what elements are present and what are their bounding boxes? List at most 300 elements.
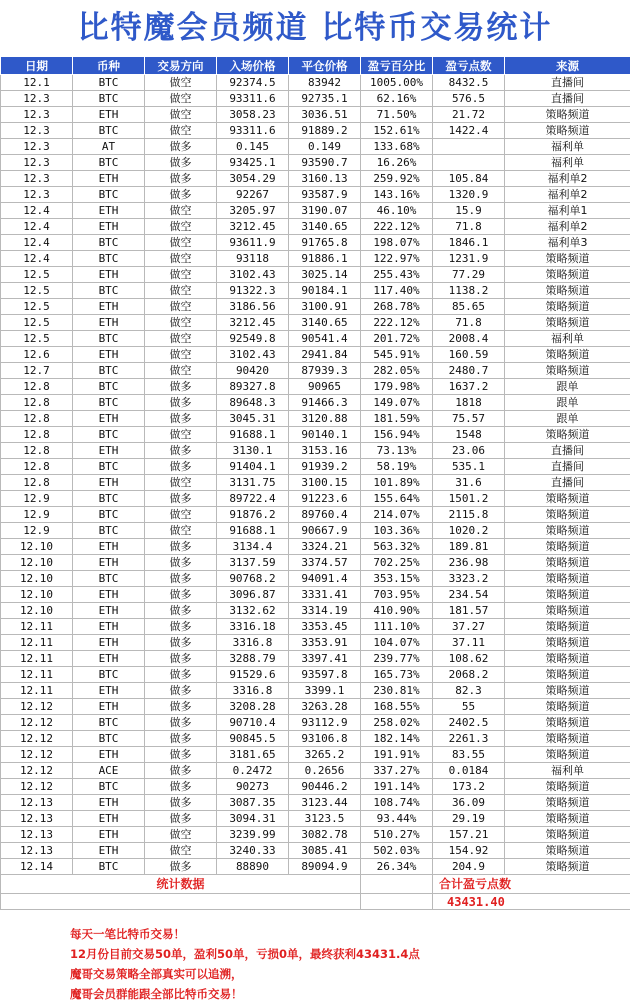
table-row — [1, 827, 630, 843]
cell-pnl-points: 1020.2 — [433, 523, 505, 539]
cell-date: 12.3 — [1, 123, 73, 139]
summary-line: 魔哥交易策略全部真实可以追溯， — [70, 967, 243, 981]
cell-coin: ETH — [73, 699, 145, 715]
total-pnl-label: 合计盈亏点数 — [433, 875, 630, 894]
cell-entry-price: 3058.23 — [217, 107, 289, 123]
cell-direction: 做空 — [145, 107, 217, 123]
cell-coin: BTC — [73, 75, 145, 91]
cell-entry-price: 92549.8 — [217, 331, 289, 347]
cell-direction: 做空 — [145, 427, 217, 443]
cell-entry-price: 3094.31 — [217, 811, 289, 827]
cell-pnl-points: 160.59 — [433, 347, 505, 363]
cell-date: 12.4 — [1, 235, 73, 251]
cell-coin: ETH — [73, 795, 145, 811]
cell-direction: 做多 — [145, 539, 217, 555]
table-row — [1, 347, 630, 363]
cell-entry-price: 3102.43 — [217, 347, 289, 363]
cell-pnl-percent: 46.10% — [361, 203, 433, 219]
cell-pnl-points: 37.27 — [433, 619, 505, 635]
cell-pnl-percent: 191.91% — [361, 747, 433, 763]
cell-date: 12.12 — [1, 763, 73, 779]
cell-direction: 做空 — [145, 315, 217, 331]
cell-coin: ETH — [73, 315, 145, 331]
cell-entry-price: 91529.6 — [217, 667, 289, 683]
cell-date: 12.3 — [1, 91, 73, 107]
cell-coin: ETH — [73, 603, 145, 619]
cell-pnl-percent: 168.55% — [361, 699, 433, 715]
cell-exit-price: 3123.5 — [289, 811, 361, 827]
table-header-row — [1, 57, 630, 75]
table-row — [1, 587, 630, 603]
cell-exit-price: 3025.14 — [289, 267, 361, 283]
stats-row — [1, 875, 630, 894]
cell-coin: BTC — [73, 379, 145, 395]
cell-entry-price: 0.145 — [217, 139, 289, 155]
cell-exit-price: 3140.65 — [289, 219, 361, 235]
cell-date: 12.8 — [1, 395, 73, 411]
cell-date: 12.6 — [1, 347, 73, 363]
cell-coin: BTC — [73, 427, 145, 443]
cell-pnl-points: 1637.2 — [433, 379, 505, 395]
cell-pnl-points: 8432.5 — [433, 75, 505, 91]
cell-direction: 做多 — [145, 187, 217, 203]
cell-direction: 做多 — [145, 571, 217, 587]
cell-pnl-points: 82.3 — [433, 683, 505, 699]
cell-pnl-percent: 703.95% — [361, 587, 433, 603]
cell-pnl-points: 2402.5 — [433, 715, 505, 731]
cell-source: 直播间 — [505, 459, 630, 475]
cell-coin: BTC — [73, 667, 145, 683]
cell-coin: BTC — [73, 187, 145, 203]
cell-exit-price: 3314.19 — [289, 603, 361, 619]
cell-pnl-percent: 165.73% — [361, 667, 433, 683]
cell-pnl-percent: 155.64% — [361, 491, 433, 507]
cell-pnl-points: 236.98 — [433, 555, 505, 571]
table-row — [1, 299, 630, 315]
col-header-date: 日期 — [1, 57, 73, 75]
cell-date: 12.4 — [1, 203, 73, 219]
cell-pnl-percent: 268.78% — [361, 299, 433, 315]
cell-exit-price: 0.149 — [289, 139, 361, 155]
cell-direction: 做多 — [145, 651, 217, 667]
cell-pnl-percent: 104.07% — [361, 635, 433, 651]
cell-pnl-points: 2008.4 — [433, 331, 505, 347]
table-row — [1, 395, 630, 411]
cell-direction: 做多 — [145, 715, 217, 731]
cell-coin: ETH — [73, 171, 145, 187]
cell-pnl-percent: 191.14% — [361, 779, 433, 795]
cell-direction: 做多 — [145, 683, 217, 699]
cell-entry-price: 3316.18 — [217, 619, 289, 635]
cell-direction: 做空 — [145, 507, 217, 523]
cell-source: 直播间 — [505, 91, 630, 107]
cell-direction: 做空 — [145, 299, 217, 315]
table-row — [1, 219, 630, 235]
cell-coin: ETH — [73, 107, 145, 123]
cell-date: 12.8 — [1, 459, 73, 475]
cell-date: 12.5 — [1, 267, 73, 283]
cell-pnl-points: 31.6 — [433, 475, 505, 491]
cell-date: 12.11 — [1, 667, 73, 683]
cell-date: 12.10 — [1, 555, 73, 571]
cell-exit-price: 93587.9 — [289, 187, 361, 203]
cell-pnl-points: 2480.7 — [433, 363, 505, 379]
summary-text — [70, 924, 630, 1004]
cell-pnl-percent: 93.44% — [361, 811, 433, 827]
cell-entry-price: 3186.56 — [217, 299, 289, 315]
cell-source: 策略频道 — [505, 347, 630, 363]
cell-source: 策略频道 — [505, 811, 630, 827]
cell-entry-price: 93311.6 — [217, 91, 289, 107]
cell-entry-price: 3288.79 — [217, 651, 289, 667]
table-row — [1, 795, 630, 811]
cell-exit-price: 3353.91 — [289, 635, 361, 651]
cell-source: 福利单2 — [505, 187, 630, 203]
cell-pnl-percent: 111.10% — [361, 619, 433, 635]
cell-coin: ETH — [73, 475, 145, 491]
table-row — [1, 747, 630, 763]
cell-source: 福利单1 — [505, 203, 630, 219]
cell-coin: BTC — [73, 235, 145, 251]
cell-direction: 做空 — [145, 523, 217, 539]
cell-pnl-points: 105.84 — [433, 171, 505, 187]
cell-exit-price: 3353.45 — [289, 619, 361, 635]
cell-exit-price: 3123.44 — [289, 795, 361, 811]
cell-entry-price: 3316.8 — [217, 683, 289, 699]
stats-empty-cell — [361, 894, 433, 910]
cell-exit-price: 94091.4 — [289, 571, 361, 587]
cell-coin: ETH — [73, 539, 145, 555]
cell-exit-price: 93106.8 — [289, 731, 361, 747]
cell-date: 12.5 — [1, 299, 73, 315]
cell-source: 福利单2 — [505, 171, 630, 187]
cell-coin: ETH — [73, 811, 145, 827]
cell-coin: BTC — [73, 859, 145, 875]
cell-exit-price: 3153.16 — [289, 443, 361, 459]
cell-entry-price: 91688.1 — [217, 523, 289, 539]
page-title: 比特魔会员频道 比特币交易统计 — [0, 0, 630, 56]
cell-pnl-points: 2068.2 — [433, 667, 505, 683]
table-row — [1, 475, 630, 491]
cell-pnl-percent: 702.25% — [361, 555, 433, 571]
cell-pnl-percent: 149.07% — [361, 395, 433, 411]
cell-direction: 做多 — [145, 811, 217, 827]
cell-pnl-percent: 563.32% — [361, 539, 433, 555]
cell-source: 跟单 — [505, 395, 630, 411]
cell-coin: BTC — [73, 779, 145, 795]
cell-entry-price: 3102.43 — [217, 267, 289, 283]
summary-line: 12月份目前交易50单，盈利50单，亏损0单，最终获利43431.4点 — [70, 947, 420, 961]
cell-source: 福利单3 — [505, 235, 630, 251]
table-row — [1, 139, 630, 155]
cell-date: 12.13 — [1, 827, 73, 843]
cell-source: 策略频道 — [505, 635, 630, 651]
cell-coin: ETH — [73, 347, 145, 363]
cell-direction: 做空 — [145, 347, 217, 363]
cell-direction: 做多 — [145, 155, 217, 171]
cell-pnl-percent: 258.02% — [361, 715, 433, 731]
cell-source: 策略频道 — [505, 827, 630, 843]
cell-pnl-percent: 502.03% — [361, 843, 433, 859]
cell-direction: 做空 — [145, 75, 217, 91]
cell-entry-price: 89648.3 — [217, 395, 289, 411]
cell-source: 策略频道 — [505, 731, 630, 747]
cell-pnl-points: 77.29 — [433, 267, 505, 283]
cell-date: 12.5 — [1, 283, 73, 299]
cell-date: 12.3 — [1, 107, 73, 123]
cell-pnl-percent: 117.40% — [361, 283, 433, 299]
table-row — [1, 443, 630, 459]
cell-coin: BTC — [73, 715, 145, 731]
cell-direction: 做多 — [145, 395, 217, 411]
table-row — [1, 75, 630, 91]
cell-direction: 做多 — [145, 587, 217, 603]
cell-source: 策略频道 — [505, 747, 630, 763]
cell-source: 策略频道 — [505, 491, 630, 507]
cell-entry-price: 91322.3 — [217, 283, 289, 299]
cell-source: 直播间 — [505, 475, 630, 491]
cell-direction: 做空 — [145, 283, 217, 299]
cell-date: 12.9 — [1, 491, 73, 507]
cell-source: 福利单 — [505, 155, 630, 171]
table-row — [1, 507, 630, 523]
cell-coin: ETH — [73, 587, 145, 603]
cell-pnl-percent: 337.27% — [361, 763, 433, 779]
cell-date: 12.1 — [1, 75, 73, 91]
cell-source: 策略频道 — [505, 555, 630, 571]
cell-coin: ETH — [73, 555, 145, 571]
cell-pnl-points: 2261.3 — [433, 731, 505, 747]
cell-pnl-points: 15.9 — [433, 203, 505, 219]
cell-entry-price: 89722.4 — [217, 491, 289, 507]
cell-exit-price: 92735.1 — [289, 91, 361, 107]
cell-pnl-points: 234.54 — [433, 587, 505, 603]
table-row — [1, 363, 630, 379]
cell-source: 跟单 — [505, 411, 630, 427]
cell-date: 12.5 — [1, 315, 73, 331]
cell-pnl-points: 85.65 — [433, 299, 505, 315]
table-row — [1, 203, 630, 219]
cell-pnl-points: 55 — [433, 699, 505, 715]
cell-pnl-points: 0.0184 — [433, 763, 505, 779]
table-row — [1, 683, 630, 699]
cell-exit-price: 3263.28 — [289, 699, 361, 715]
cell-direction: 做多 — [145, 795, 217, 811]
cell-pnl-points: 173.2 — [433, 779, 505, 795]
cell-pnl-points — [433, 139, 505, 155]
cell-date: 12.11 — [1, 651, 73, 667]
table-row — [1, 555, 630, 571]
cell-exit-price: 90140.1 — [289, 427, 361, 443]
cell-direction: 做空 — [145, 475, 217, 491]
cell-pnl-points: 23.06 — [433, 443, 505, 459]
stats-empty-cell — [361, 875, 433, 894]
cell-coin: ETH — [73, 267, 145, 283]
cell-pnl-points: 1846.1 — [433, 235, 505, 251]
cell-exit-price: 3374.57 — [289, 555, 361, 571]
cell-source: 策略频道 — [505, 107, 630, 123]
table-row — [1, 763, 630, 779]
cell-date: 12.12 — [1, 699, 73, 715]
col-header-exit-price: 平仓价格 — [289, 57, 361, 75]
cell-exit-price: 3120.88 — [289, 411, 361, 427]
table-row — [1, 155, 630, 171]
col-header-coin: 币种 — [73, 57, 145, 75]
cell-exit-price: 3397.41 — [289, 651, 361, 667]
cell-date: 12.4 — [1, 219, 73, 235]
stats-label: 统计数据 — [1, 875, 361, 894]
cell-entry-price: 3132.62 — [217, 603, 289, 619]
cell-source: 策略频道 — [505, 587, 630, 603]
table-row — [1, 699, 630, 715]
cell-source: 策略频道 — [505, 667, 630, 683]
cell-pnl-points: 154.92 — [433, 843, 505, 859]
cell-direction: 做多 — [145, 763, 217, 779]
cell-exit-price: 90667.9 — [289, 523, 361, 539]
table-row — [1, 779, 630, 795]
cell-pnl-percent: 282.05% — [361, 363, 433, 379]
cell-coin: ETH — [73, 619, 145, 635]
cell-pnl-points: 1320.9 — [433, 187, 505, 203]
cell-entry-price: 3208.28 — [217, 699, 289, 715]
cell-source: 福利单 — [505, 139, 630, 155]
table-row — [1, 667, 630, 683]
cell-entry-price: 91876.2 — [217, 507, 289, 523]
cell-exit-price: 0.2656 — [289, 763, 361, 779]
cell-pnl-points: 576.5 — [433, 91, 505, 107]
cell-date: 12.11 — [1, 635, 73, 651]
cell-date: 12.8 — [1, 475, 73, 491]
cell-date: 12.3 — [1, 155, 73, 171]
cell-coin: BTC — [73, 123, 145, 139]
cell-source: 策略频道 — [505, 123, 630, 139]
cell-coin: ETH — [73, 299, 145, 315]
cell-direction: 做多 — [145, 667, 217, 683]
cell-entry-price: 3096.87 — [217, 587, 289, 603]
cell-pnl-percent: 103.36% — [361, 523, 433, 539]
cell-coin: BTC — [73, 731, 145, 747]
cell-pnl-percent: 133.68% — [361, 139, 433, 155]
cell-exit-price: 91223.6 — [289, 491, 361, 507]
col-header-pnl-percent: 盈亏百分比 — [361, 57, 433, 75]
cell-entry-price: 90273 — [217, 779, 289, 795]
cell-pnl-percent: 255.43% — [361, 267, 433, 283]
summary-line: 魔哥会员群能跟全部比特币交易！ — [70, 987, 243, 1001]
cell-pnl-points: 1422.4 — [433, 123, 505, 139]
cell-pnl-percent: 1005.00% — [361, 75, 433, 91]
cell-pnl-percent: 222.12% — [361, 315, 433, 331]
cell-exit-price: 93590.7 — [289, 155, 361, 171]
cell-exit-price: 91886.1 — [289, 251, 361, 267]
table-row — [1, 811, 630, 827]
cell-date: 12.3 — [1, 171, 73, 187]
cell-entry-price: 3239.99 — [217, 827, 289, 843]
cell-exit-price: 87939.3 — [289, 363, 361, 379]
cell-pnl-percent: 198.07% — [361, 235, 433, 251]
cell-source: 直播间 — [505, 443, 630, 459]
cell-pnl-points: 75.57 — [433, 411, 505, 427]
cell-exit-price: 93597.8 — [289, 667, 361, 683]
cell-entry-price: 90710.4 — [217, 715, 289, 731]
cell-pnl-percent: 58.19% — [361, 459, 433, 475]
cell-exit-price: 91939.2 — [289, 459, 361, 475]
cell-pnl-points: 108.62 — [433, 651, 505, 667]
table-row — [1, 523, 630, 539]
cell-coin: BTC — [73, 283, 145, 299]
cell-direction: 做空 — [145, 251, 217, 267]
cell-source: 策略频道 — [505, 779, 630, 795]
cell-source: 福利单 — [505, 331, 630, 347]
table-row — [1, 187, 630, 203]
cell-exit-price: 91765.8 — [289, 235, 361, 251]
cell-coin: ETH — [73, 411, 145, 427]
cell-exit-price: 3190.07 — [289, 203, 361, 219]
cell-direction: 做多 — [145, 411, 217, 427]
cell-date: 12.11 — [1, 619, 73, 635]
cell-pnl-percent: 353.15% — [361, 571, 433, 587]
cell-exit-price: 3100.91 — [289, 299, 361, 315]
cell-pnl-points: 1548 — [433, 427, 505, 443]
table-row — [1, 731, 630, 747]
cell-coin: ETH — [73, 443, 145, 459]
cell-entry-price: 3134.4 — [217, 539, 289, 555]
cell-exit-price: 83942 — [289, 75, 361, 91]
table-row — [1, 379, 630, 395]
cell-pnl-percent: 62.16% — [361, 91, 433, 107]
cell-direction: 做多 — [145, 859, 217, 875]
cell-direction: 做空 — [145, 843, 217, 859]
cell-entry-price: 3087.35 — [217, 795, 289, 811]
cell-direction: 做多 — [145, 635, 217, 651]
cell-coin: ETH — [73, 747, 145, 763]
cell-coin: BTC — [73, 523, 145, 539]
cell-pnl-points: 21.72 — [433, 107, 505, 123]
cell-source: 策略频道 — [505, 715, 630, 731]
table-row — [1, 635, 630, 651]
cell-entry-price: 88890 — [217, 859, 289, 875]
cell-direction: 做多 — [145, 379, 217, 395]
cell-pnl-percent: 152.61% — [361, 123, 433, 139]
cell-direction: 做多 — [145, 747, 217, 763]
cell-exit-price: 3082.78 — [289, 827, 361, 843]
cell-entry-price: 3181.65 — [217, 747, 289, 763]
cell-entry-price: 3131.75 — [217, 475, 289, 491]
cell-coin: ETH — [73, 219, 145, 235]
trade-table — [0, 56, 630, 910]
cell-pnl-points: 71.8 — [433, 315, 505, 331]
table-row — [1, 91, 630, 107]
cell-date: 12.3 — [1, 139, 73, 155]
cell-coin: BTC — [73, 251, 145, 267]
cell-exit-price: 2941.84 — [289, 347, 361, 363]
cell-pnl-percent: 16.26% — [361, 155, 433, 171]
cell-pnl-percent: 410.90% — [361, 603, 433, 619]
cell-direction: 做多 — [145, 443, 217, 459]
cell-direction: 做多 — [145, 731, 217, 747]
cell-pnl-points: 29.19 — [433, 811, 505, 827]
cell-direction: 做空 — [145, 91, 217, 107]
col-header-source: 来源 — [505, 57, 630, 75]
cell-exit-price: 3140.65 — [289, 315, 361, 331]
cell-exit-price: 90184.1 — [289, 283, 361, 299]
table-row — [1, 651, 630, 667]
cell-date: 12.13 — [1, 811, 73, 827]
cell-pnl-points: 3323.2 — [433, 571, 505, 587]
cell-date: 12.12 — [1, 731, 73, 747]
cell-source: 策略频道 — [505, 619, 630, 635]
cell-pnl-percent: 143.16% — [361, 187, 433, 203]
cell-pnl-points: 181.57 — [433, 603, 505, 619]
